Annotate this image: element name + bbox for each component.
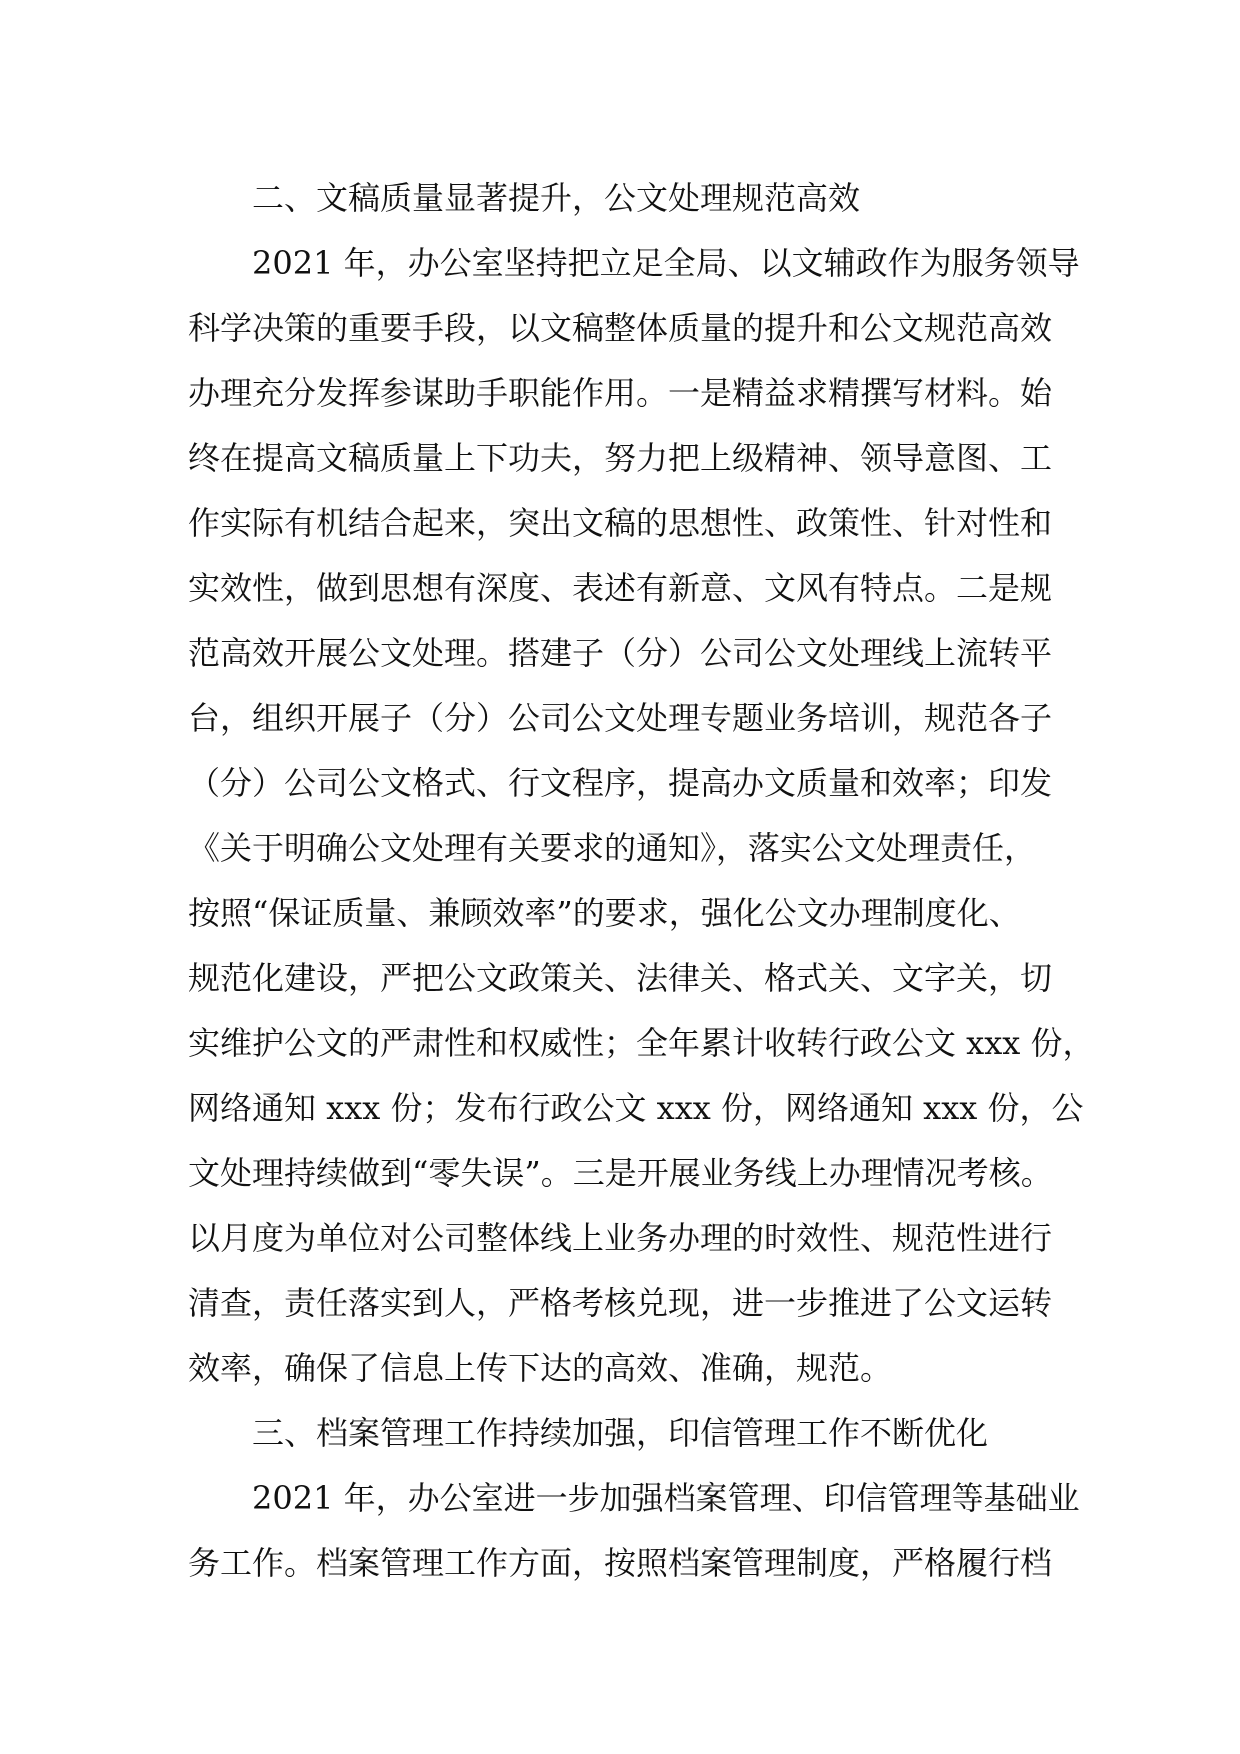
text-line: 终在提高文稿质量上下功夫，努力把上级精神、领导意图、工 [188, 439, 1053, 477]
text-line: 清查，责任落实到人，严格考核兑现，进一步推进了公文运转 [188, 1284, 1053, 1322]
text-line: 《关于明确公文处理有关要求的通知》，落实公文处理责任， [188, 829, 1037, 867]
text-line: 科学决策的重要手段，以文稿整体质量的提升和公文规范高效 [188, 309, 1053, 347]
text-line: 范高效开展公文处理。搭建子（分）公司公文处理线上流转平 [188, 634, 1053, 672]
text-line: 2021 年，办公室进一步加强档案管理、印信管理等基础业 [252, 1479, 1080, 1517]
text-line: 以月度为单位对公司整体线上业务办理的时效性、规范性进行 [188, 1219, 1053, 1257]
text-line: 效率，确保了信息上传下达的高效、准确，规范。 [188, 1349, 893, 1387]
text-line: 作实际有机结合起来，突出文稿的思想性、政策性、针对性和 [188, 504, 1053, 542]
text-line: 二、文稿质量显著提升，公文处理规范高效 [252, 179, 861, 217]
text-line: （分）公司公文格式、行文程序，提高办文质量和效率；印发 [188, 764, 1053, 802]
text-line: 实维护公文的严肃性和权威性；全年累计收转行政公文 xxx 份， [188, 1024, 1095, 1062]
text-line: 按照“保证质量、兼顾效率”的要求，强化公文办理制度化、 [188, 894, 1021, 932]
document-body [188, 166, 1095, 1596]
text-line: 规范化建设，严把公文政策关、法律关、格式关、文字关，切 [188, 959, 1053, 997]
text-line: 务工作。档案管理工作方面，按照档案管理制度，严格履行档 [188, 1544, 1053, 1582]
text-line: 实效性，做到思想有深度、表述有新意、文风有特点。二是规 [188, 569, 1053, 607]
text-line: 网络通知 xxx 份；发布行政公文 xxx 份，网络通知 xxx 份，公 [188, 1089, 1084, 1127]
text-line: 文处理持续做到“零失误”。三是开展业务线上办理情况考核。 [188, 1154, 1053, 1192]
text-line: 办理充分发挥参谋助手职能作用。一是精益求精撰写材料。始 [188, 374, 1053, 412]
text-line: 三、档案管理工作持续加强，印信管理工作不断优化 [252, 1414, 989, 1452]
text-line: 台，组织开展子（分）公司公文处理专题业务培训，规范各子 [188, 699, 1053, 737]
text-line: 2021 年，办公室坚持把立足全局、以文辅政作为服务领导 [252, 244, 1080, 282]
